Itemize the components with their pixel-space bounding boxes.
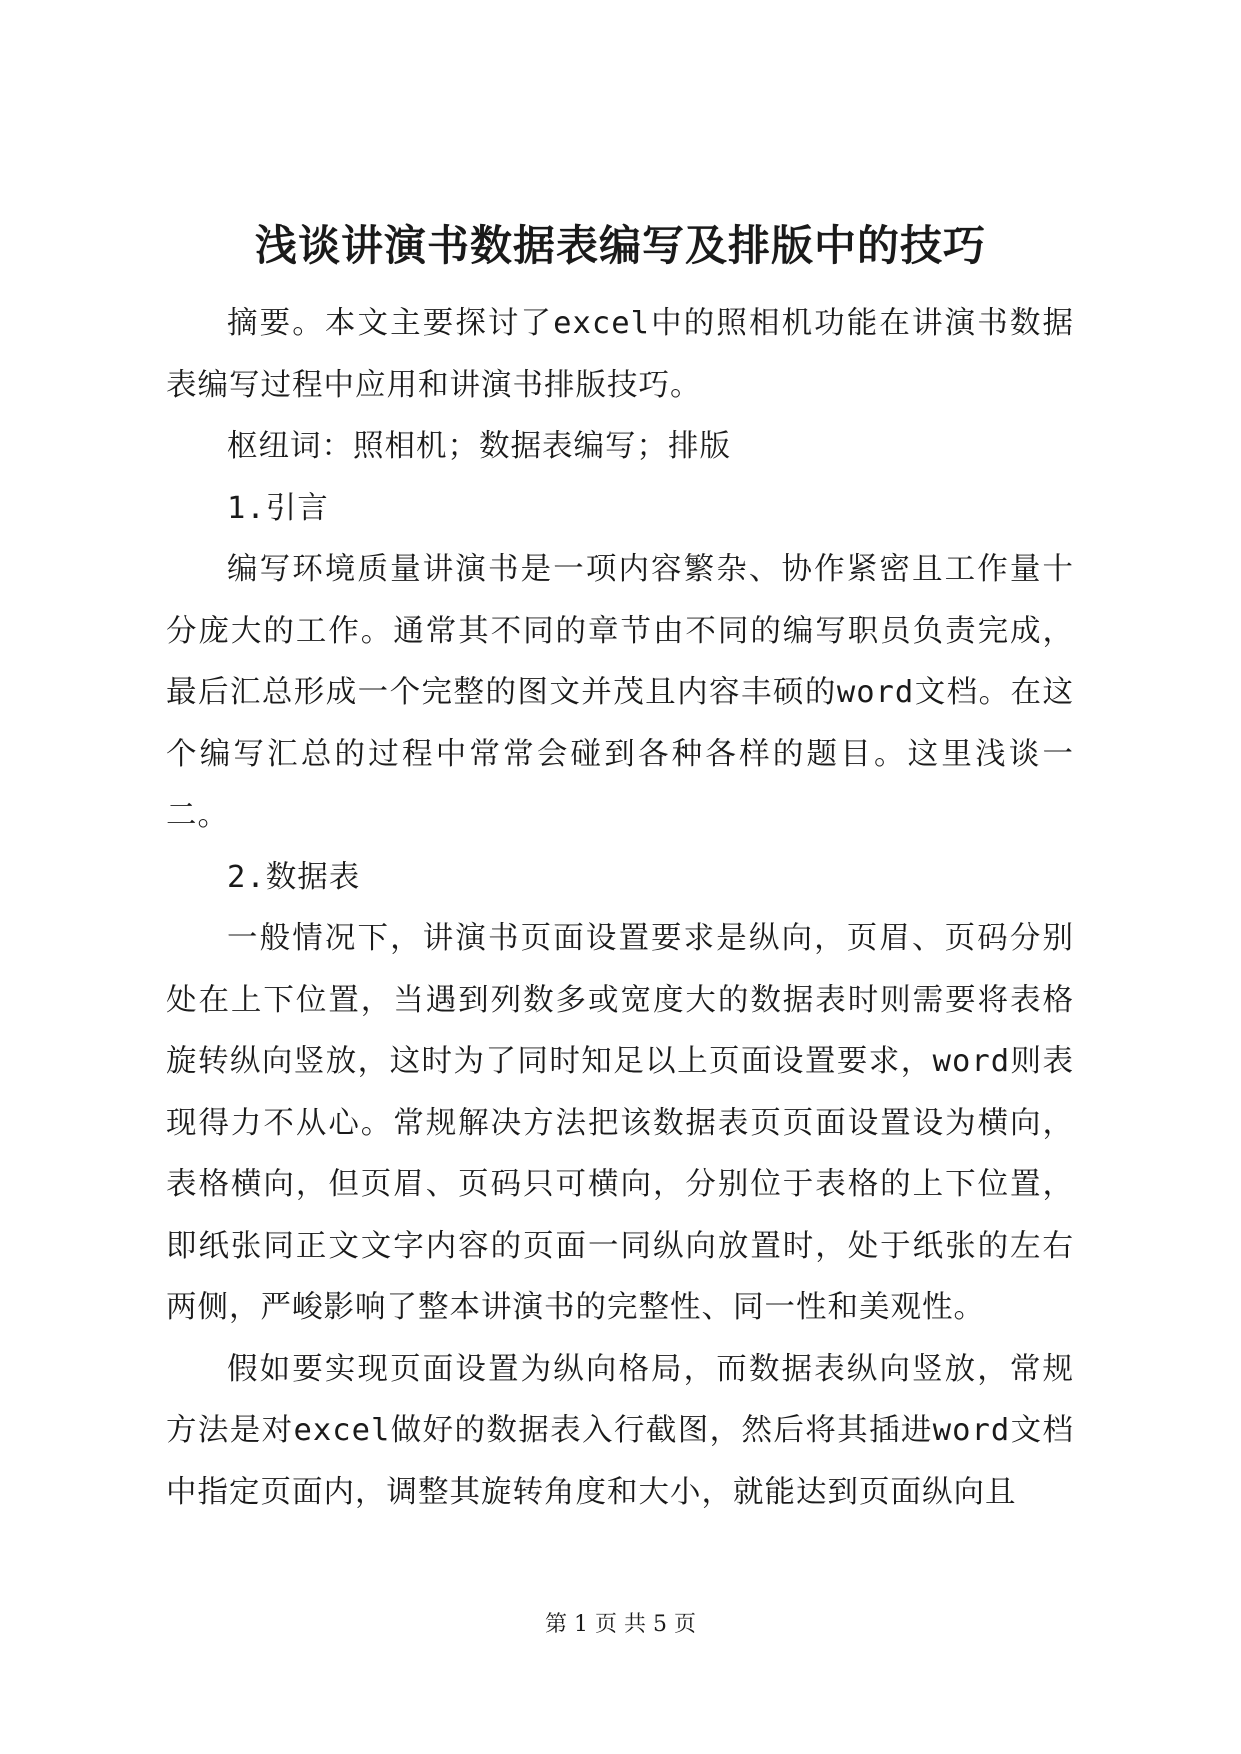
document-title: 浅谈讲演书数据表编写及排版中的技巧: [254, 221, 986, 270]
body-paragraph: 一般情况下，讲演书页面设置要求是纵向，页眉、页码分别处在上下位置，当遇到列数多或宽度大的数据表时则需要将表格旋转纵向竖放，这时为了同时知足以上页面设置要求，word则表现得力不从心。常规解决方法把该数据表页页面设置设为横向，表格横向，但页眉、页码只可横向，分别位于表格的上下位置，即纸张同正文文字内容的页面一同纵向放置时，处于纸张的左右两侧，严峻影响了整本讲演书的完整性、同一性和美观性。: [166, 921, 1074, 1325]
document-body: [166, 293, 1074, 1523]
body-paragraph: 编写环境质量讲演书是一项内容繁杂、协作紧密且工作量十分庞大的工作。通常其不同的章节由不同的编写职员负责完成，最后汇总形成一个完整的图文并茂且内容丰硕的word文档。在这个编写汇总的过程中常常会碰到各种各样的题目。这里浅谈一二。: [166, 552, 1074, 833]
abstract-paragraph: 摘要。本文主要探讨了excel中的照相机功能在讲演书数据表编写过程中应用和讲演书排版技巧。: [166, 306, 1074, 403]
keywords-paragraph: 枢纽词：照相机；数据表编写；排版: [227, 429, 731, 464]
section-heading-data-table: 2.数据表: [227, 859, 361, 895]
body-paragraph: 假如要实现页面设置为纵向格局，而数据表纵向竖放，常规方法是对excel做好的数据表入行截图，然后将其插进word文档中指定页面内，调整其旋转角度和大小，就能达到页面纵向且: [166, 1351, 1074, 1510]
section-heading-introduction: 1.引言: [227, 490, 329, 526]
page-footer: 第 1 页 共 5 页: [545, 1612, 696, 1637]
